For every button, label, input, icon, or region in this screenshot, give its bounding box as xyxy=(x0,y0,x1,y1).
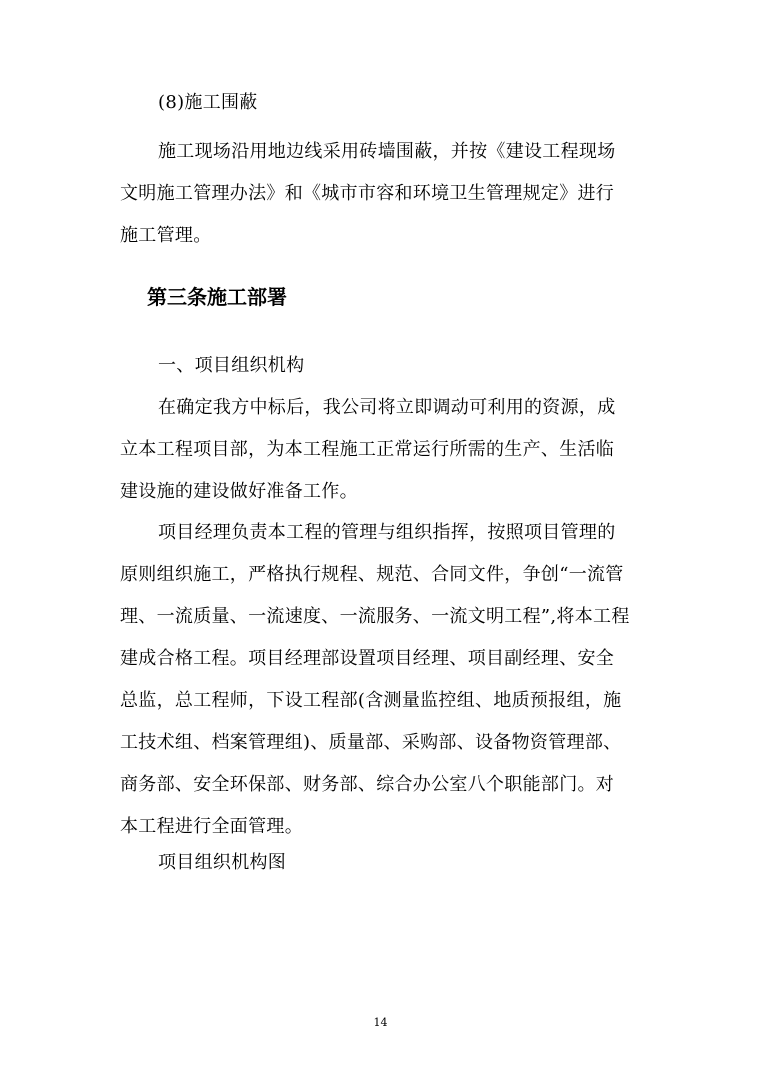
paragraph-line: 商务部、安全环保部、财务部、综合办公室八个职能部门。对 xyxy=(120,774,615,795)
paragraph-line: 本工程进行全面管理。 xyxy=(120,816,303,837)
figure-caption: 项目组织机构图 xyxy=(158,852,287,873)
paragraph-line: 原则组织施工，严格执行规程、规范、合同文件，争创“一流管 xyxy=(120,564,624,585)
section-heading: 第三条施工部署 xyxy=(147,285,287,309)
paragraph-line: 施工现场沿用地边线采用砖墙围蔽，并按《建设工程现场 xyxy=(158,141,616,162)
paragraph-line: 在确定我方中标后，我公司将立即调动可利用的资源，成 xyxy=(158,397,616,418)
paragraph-line: 总监，总工程师，下设工程部(含测量监控组、地质预报组，施 xyxy=(120,690,622,711)
paragraph-line: 工技术组、档案管理组)、质量部、采购部、设备物资管理部、 xyxy=(120,732,622,753)
paragraph-line: 文明施工管理办法》和《城市市容和环境卫生管理规定》进行 xyxy=(120,183,615,204)
paragraph-line: 建成合格工程。项目经理部设置项目经理、项目副经理、安全 xyxy=(120,648,615,669)
subsection-title-enclosure: (8)施工围蔽 xyxy=(158,92,258,113)
page-number: 14 xyxy=(373,1016,388,1029)
paragraph-line: 立本工程项目部，为本工程施工正常运行所需的生产、生活临 xyxy=(120,439,615,460)
subsection-title-organization: 一、项目组织机构 xyxy=(158,355,305,376)
paragraph-line: 施工管理。 xyxy=(120,225,212,246)
paragraph-line: 建设施的建设做好准备工作。 xyxy=(120,481,358,502)
paragraph-line: 理、一流质量、一流速度、一流服务、一流文明工程”,将本工程 xyxy=(120,606,630,627)
paragraph-line: 项目经理负责本工程的管理与组织指挥，按照项目管理的 xyxy=(158,522,616,543)
